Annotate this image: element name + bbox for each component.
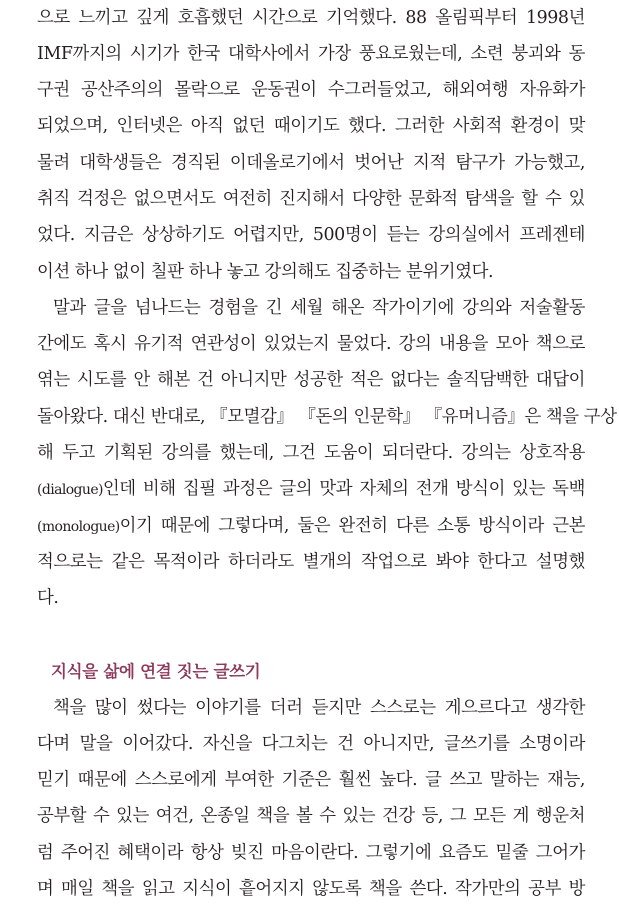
paragraph-1	[37, 0, 585, 290]
text-line: 물려 대학생들은 경직된 이데올로기에서 벗어난 지적 탐구가 가능했고,	[37, 152, 585, 173]
text-line: (monologue)이기 때문에 그렇다며, 둘은 완전히 다른 소통 방식이라 근본	[37, 515, 585, 536]
english-gloss: (dialogue)	[37, 482, 103, 499]
text-line: 구권 공산주의의 몰락으로 운동권이 수그러들었고, 해외여행 자유화가	[37, 80, 585, 101]
text-line: 믿기 때문에 스스로에게 부여한 기준은 훨씬 높다. 글 쓰고 말하는 재능,	[37, 770, 585, 791]
text-line: 엮는 시도를 안 해본 건 아니지만 성공한 적은 없다는 솔직담백한 대답이	[37, 370, 585, 391]
text-line: 말과 글을 넘나드는 경험을 긴 세월 해온 작가이기에 강의와 저술활동	[53, 297, 585, 318]
text-line: 해 두고 기획된 강의를 했는데, 그건 도움이 되더란다. 강의는 상호작용	[37, 443, 585, 464]
text-line: 돌아왔다. 대신 반대로, 『모멸감』 『돈의 인문학』 『유머니즘』은 책을 구상	[37, 406, 617, 427]
article-page	[37, 0, 617, 907]
text-line: IMF까지의 시기가 한국 대학사에서 가장 풍요로웠는데, 소련 붕괴와 동	[37, 43, 585, 64]
text-line: 이션 하나 없이 칠판 하나 놓고 강의해도 집중하는 분위기였다.	[37, 261, 494, 282]
paragraph-3	[37, 690, 585, 907]
text-line: 럼 주어진 혜택이라 항상 빚진 마음이란다. 그렇기에 요즘도 밑줄 그어가	[37, 842, 585, 863]
text-line: 적으로는 같은 목적이라 하더라도 별개의 작업으로 봐야 한다고 설명했	[37, 551, 585, 572]
text-line: 었다. 지금은 상상하기도 어렵지만, 500명이 듣는 강의실에서 프레젠테	[37, 225, 585, 246]
text-line: 으로 느끼고 깊게 호흡했던 시간으로 기억했다. 88 올림픽부터 1998년	[37, 7, 585, 28]
paragraph-2	[37, 290, 617, 617]
text-line: 책을 많이 썼다는 이야기를 더러 듣지만 스스로는 게으르다고 생각한	[53, 697, 585, 718]
english-gloss: (monologue)	[37, 518, 120, 535]
text-line: 취직 걱정은 없으면서도 여전히 진지해서 다양한 문화적 탐색을 할 수 있	[37, 188, 585, 209]
text-line: (dialogue)인데 비해 집필 과정은 글의 맛과 자체의 전개 방식이 있는 독백	[37, 479, 585, 500]
text-line: 공부할 수 있는 여건, 온종일 책을 볼 수 있는 건강 등, 그 모든 게 행운처	[37, 806, 585, 827]
text-line: 다며 말을 이어갔다. 자신을 다그치는 건 아니지만, 글쓰기를 소명이라	[37, 733, 585, 754]
section-heading: 지식을 삶에 연결 짓는 글쓰기	[51, 661, 261, 681]
text-line: 다.	[37, 588, 59, 609]
text-line: 간에도 혹시 유기적 연관성이 있었는지 물었다. 강의 내용을 모아 책으로	[37, 334, 585, 355]
text-line: 되었으며, 인터넷은 아직 없던 때이기도 했다. 그러한 사회적 환경이 맞	[37, 116, 585, 137]
text-line: 며 매일 책을 읽고 지식이 흩어지지 않도록 책을 쓴다. 작가만의 공부 방	[37, 879, 585, 900]
